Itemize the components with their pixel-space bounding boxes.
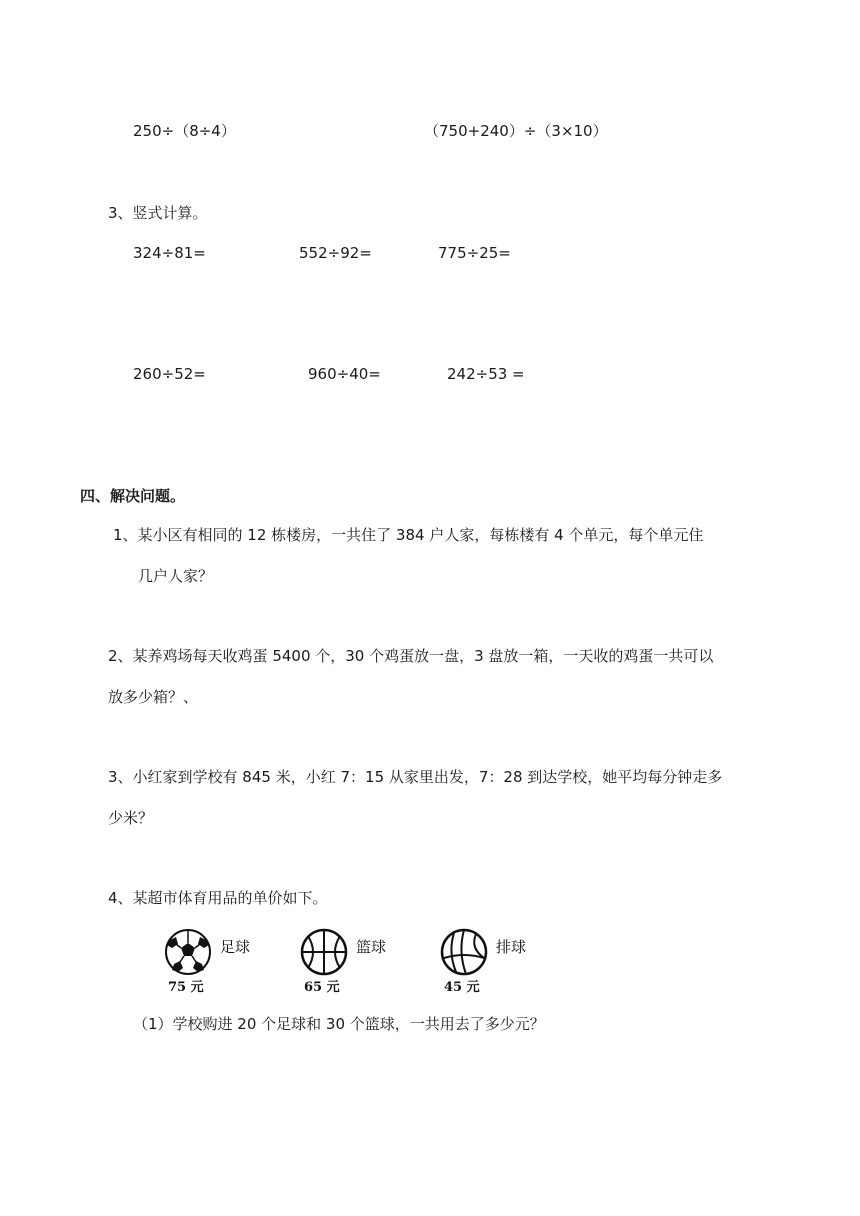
question-1-line-1: 1、某小区有相同的 12 栋楼房，一共住了 384 户人家，每栋楼有 4 个单元，每个单元住 <box>113 526 704 544</box>
item-price: 65 元 <box>304 980 340 995</box>
basketball-item <box>296 928 406 998</box>
calc-item: 552÷92= <box>299 244 372 262</box>
calc-item: 260÷52= <box>133 365 206 383</box>
question-2-line-2: 放多少箱？、 <box>108 688 199 706</box>
item-price: 75 元 <box>168 980 204 995</box>
question-4-heading: 4、某超市体育用品的单价如下。 <box>108 889 328 907</box>
item-name: 篮球 <box>356 938 387 956</box>
problems-heading: 四、解决问题。 <box>80 487 186 505</box>
soccer-ball-icon <box>160 928 216 978</box>
calc-item: 242÷53 = <box>447 365 525 383</box>
calc-item: 775÷25= <box>438 244 511 262</box>
question-1-line-2: 几户人家？ <box>138 567 214 585</box>
calc-item: 960÷40= <box>308 365 381 383</box>
item-name: 排球 <box>496 938 527 956</box>
item-name: 足球 <box>220 938 251 956</box>
expression-2: （750+240）÷（3×10） <box>424 122 608 140</box>
soccer-ball-item <box>160 928 270 998</box>
volleyball-icon <box>436 928 492 978</box>
question-2-line-1: 2、某养鸡场每天收鸡蛋 5400 个，30 个鸡蛋放一盘，3 盘放一箱，一天收的鸡蛋一共可以 <box>108 647 714 665</box>
question-3-line-1: 3、小红家到学校有 845 米，小红 7：15 从家里出发，7：28 到达学校，她平均每分钟走多 <box>108 768 723 786</box>
vertical-calc-heading: 3、竖式计算。 <box>108 204 208 222</box>
question-3-line-2: 少米？ <box>108 809 154 827</box>
volleyball-item <box>436 928 546 998</box>
item-price: 45 元 <box>444 980 480 995</box>
calc-item: 324÷81= <box>133 244 206 262</box>
expression-1: 250÷（8÷4） <box>133 122 236 140</box>
basketball-icon <box>296 928 352 978</box>
question-4-sub-1: （1）学校购进 20 个足球和 30 个篮球，一共用去了多少元？ <box>133 1015 545 1033</box>
